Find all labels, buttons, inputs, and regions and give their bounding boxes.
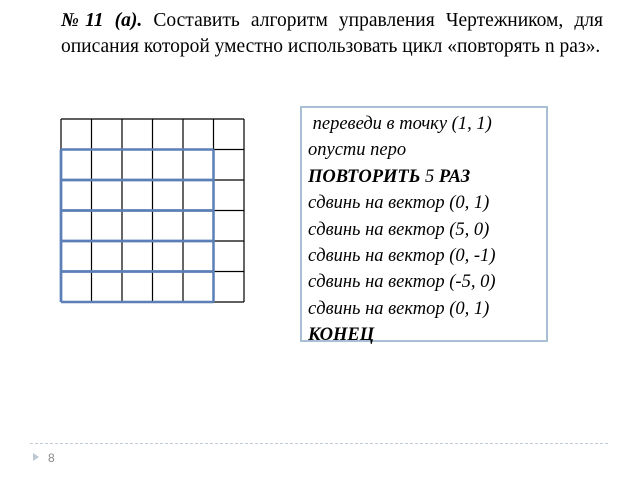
footer-arrow-icon [33, 453, 39, 461]
algo-line-shift-1: сдвинь на вектор (0, 1) [308, 193, 490, 214]
algo-line-shift-3: сдвинь на вектор (0, -1) [308, 246, 496, 267]
repeat-count: 5 [420, 166, 439, 187]
algo-line-move-to: переведи в точку (1, 1) [308, 114, 492, 134]
footer-divider [30, 443, 608, 444]
algo-line-shift-4: сдвинь на вектор (-5, 0) [308, 272, 496, 293]
algorithm-box [300, 106, 548, 346]
drawn-path [61, 150, 214, 303]
algo-line-pen-down: опусти перо [308, 140, 407, 161]
end-keyword: КОНЕЦ [308, 325, 375, 346]
page-number: 8 [48, 451, 55, 465]
algo-line-shift-5: сдвинь на вектор (0, 1) [308, 298, 490, 319]
algo-line-shift-2: сдвинь на вектор (5, 0) [308, 219, 490, 240]
task-text: Составить алгоритм управления Чертежником, для описания которой уместно использовать цикл «повторять n раз». [61, 10, 603, 57]
task-number: №11 (а). [61, 10, 143, 31]
repeat-keyword: ПОВТОРИТЬ [308, 166, 421, 187]
algo-line-repeat [308, 164, 546, 190]
repeat-times-keyword: РАЗ [438, 166, 471, 187]
